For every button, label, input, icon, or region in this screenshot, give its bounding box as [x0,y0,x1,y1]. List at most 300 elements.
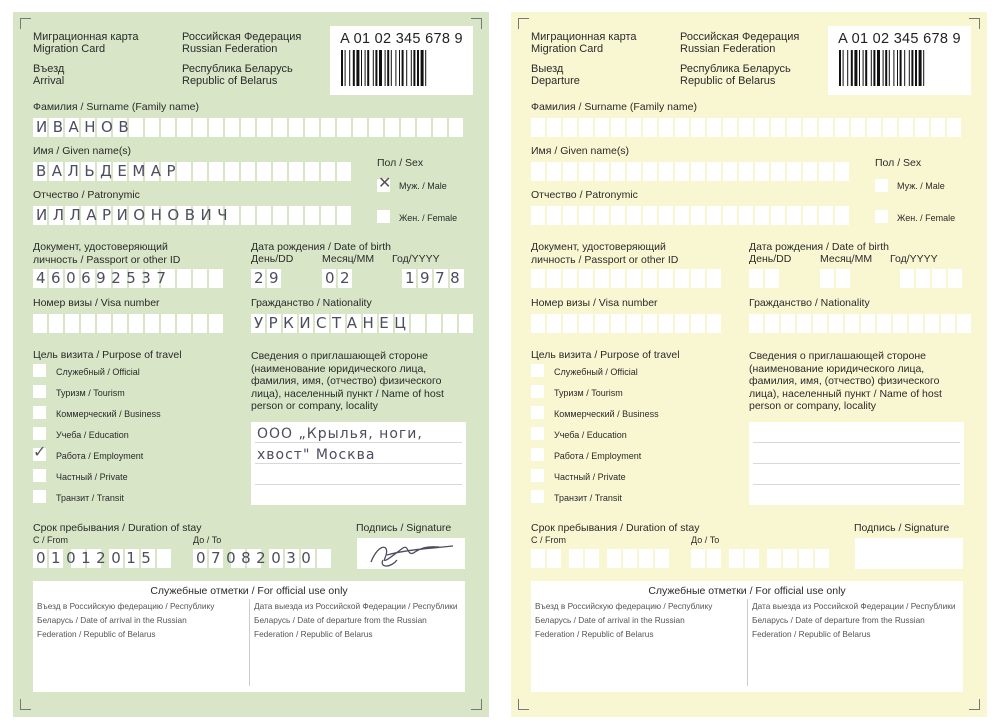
char-cell [691,206,705,225]
surname-label: Фамилия / Surname (Family name) [33,101,199,113]
char-cell [579,269,593,288]
char-cell [193,269,207,288]
char-cell [627,206,641,225]
char-cell [241,118,255,137]
official-departure-text: Дата выезда из Российской Федерации / Республики Беларусь / Date of departure from the Russian Federation / Republic of Belarus [752,601,956,639]
char-cell [723,118,737,137]
char-cell [563,314,577,333]
purpose-option-label: Коммерческий / Business [554,409,659,419]
citizenship-label: Гражданство / Nationality [251,297,372,309]
barcode-bar [361,50,362,86]
official-divider [747,599,748,686]
char-cell [675,206,689,225]
purpose-option-label: Частный / Private [56,472,128,482]
barcode-bar [406,50,407,86]
country-ru: Российская Федерация [680,31,800,43]
surname-field[interactable] [531,118,963,137]
arrival-card [13,12,489,717]
purpose-option-label: Частный / Private [554,472,626,482]
barcode-bar [865,50,867,86]
visa-field[interactable] [531,314,723,333]
char-cell [845,314,859,333]
char-cell [707,206,721,225]
handwritten-text: 07082030 [196,549,317,567]
handwritten-text: 460692537 [36,269,172,287]
barcode-bar [379,50,382,86]
barcode-bar [915,50,917,86]
purpose-option-label: Коммерческий / Business [56,409,161,419]
char-cell [765,269,779,288]
char-cell [739,206,753,225]
char-cell [623,549,637,568]
sex-label: Пол / Sex [377,157,424,169]
host-text-line2: хвост" Москва [257,447,376,463]
char-cell [783,549,797,568]
barcode-bar [893,50,894,86]
barcode-bar [417,50,419,86]
char-cell [799,549,813,568]
barcode-bar [395,50,396,86]
purpose-option-label: Туризм / Tourism [56,388,125,398]
char-cell [563,118,577,137]
dob-year-field[interactable] [402,269,466,288]
dob-day-field[interactable] [749,269,781,288]
stay-to-label: До / To [193,535,222,545]
barcode-bar [897,50,898,86]
char-cell [803,118,817,137]
char-cell [659,314,673,333]
char-cell [925,314,939,333]
purpose-checkbox[interactable] [531,427,544,440]
barcode-bar [356,50,359,86]
handwritten-text: 29 [254,269,285,287]
char-cell [803,206,817,225]
barcode-bar [883,50,884,86]
char-cell [916,269,930,288]
barcode-bar [923,50,924,86]
char-cell [289,162,303,181]
handwritten-text: ВАЛЬДЕМАР [36,162,182,180]
country2-en: Republic of Belarus [680,75,776,87]
char-cell [595,118,609,137]
crop-mark [20,699,31,710]
char-cell [947,118,961,137]
purpose-option-label: Учеба / Education [56,430,129,440]
char-cell [643,269,657,288]
barcode-bar [919,50,922,86]
host-label: Сведения о приглашающей стороне (наименование юридического лица, фамилия, имя, (отчество) физического лица), населенный пункт / Name of host person or company, locality [251,350,444,412]
char-cell [749,314,763,333]
char-cell [225,162,239,181]
barcode-bar [871,50,872,86]
char-cell [675,269,689,288]
char-cell [449,118,463,137]
char-cell [787,206,801,225]
barcode-bar [885,50,887,86]
signature-label: Подпись / Signature [356,522,452,534]
char-cell [321,162,335,181]
handwritten-text: ИЛЛАРИОНОВИЧ [36,206,233,224]
char-cell [861,314,875,333]
char-cell [932,269,946,288]
handwritten-text: УРКИСТАНЕЦ [254,314,412,332]
char-cell [909,314,923,333]
given-name-label: Имя / Given name(s) [33,145,132,157]
barcode-bar [839,50,841,86]
char-cell [643,118,657,137]
char-cell [209,314,223,333]
char-cell [755,206,769,225]
char-cell [225,118,239,137]
char-cell [607,549,621,568]
barcode-bar [847,50,848,86]
char-cell [411,314,425,333]
char-cell [33,314,47,333]
barcode [828,26,971,95]
purpose-checkbox[interactable] [33,442,47,461]
signature-field[interactable] [357,538,465,569]
char-cell [193,162,207,181]
official-arrival-text: Въезд в Российскую федерацию / Республику Беларусь / Date of arrival in the Russian Federation / Republic of Belarus [535,601,713,639]
char-cell [941,314,955,333]
char-cell [531,162,545,181]
char-cell [563,206,577,225]
char-cell [305,118,319,137]
char-cell [209,269,223,288]
signature-field[interactable] [855,538,963,569]
crop-mark [518,699,529,710]
char-cell [443,314,457,333]
char-cell [595,206,609,225]
surname-label: Фамилия / Surname (Family name) [531,101,697,113]
check-mark-icon: ✓ [33,442,47,461]
char-cell [829,314,843,333]
stay-label: Срок пребывания / Duration of stay [531,522,700,534]
purpose-checkbox[interactable] [531,385,544,398]
given-name-field[interactable] [33,162,353,181]
direction-en: Departure [531,75,580,87]
char-cell [771,162,785,181]
char-cell [707,162,721,181]
host-field[interactable] [749,422,964,505]
char-cell [787,118,801,137]
char-cell [691,118,705,137]
char-cell [627,118,641,137]
dob-year-field[interactable] [900,269,964,288]
char-cell [547,206,561,225]
char-cell [931,118,945,137]
citizenship-field[interactable] [749,314,973,333]
char-cell [353,118,367,137]
dob-month-label: Месяц/MM [820,253,873,265]
char-cell [161,314,175,333]
male-label: Муж. / Male [399,181,447,191]
dob-day-label: День/DD [251,253,294,265]
char-cell [767,549,781,568]
country2-en: Republic of Belarus [182,75,278,87]
citizenship-field[interactable] [251,314,475,333]
male-label: Муж. / Male [897,181,945,191]
char-cell [893,314,907,333]
purpose-option-label: Учеба / Education [554,430,627,440]
char-cell [177,269,191,288]
patronymic-label: Отчество / Patronymic [33,189,140,201]
char-cell [851,118,865,137]
stay-from-label: С / From [33,535,68,545]
barcode-bar [909,50,910,86]
char-cell [177,314,191,333]
char-cell [531,206,545,225]
char-cell [193,118,207,137]
char-cell [97,314,111,333]
host-label: Сведения о приглашающей стороне (наименование юридического лица, фамилия, имя, (отчество) физического лица), населенный пункт / Name of host person or company, locality [749,350,942,412]
host-ruled-line [255,484,462,485]
char-cell [883,118,897,137]
barcode [330,26,473,95]
char-cell [749,269,763,288]
official-use-box [33,581,465,692]
card-title-ru: Миграционная карта [33,31,139,43]
char-cell [273,206,287,225]
direction-ru: Въезд [33,63,65,75]
purpose-option-label: Служебный / Official [56,367,140,377]
char-cell [337,206,351,225]
char-cell [707,549,721,568]
char-cell [547,269,561,288]
dob-day-field[interactable] [251,269,283,288]
barcode-bar [349,50,350,86]
host-field[interactable] [251,422,466,505]
card-title-ru: Миграционная карта [531,31,637,43]
char-cell [765,314,779,333]
char-cell [781,314,795,333]
dob-label: Дата рождения / Date of birth [749,241,890,253]
char-cell [745,549,759,568]
char-cell [65,314,79,333]
dob-month-field[interactable] [322,269,354,288]
char-cell [643,206,657,225]
visa-label: Номер визы / Visa number [531,297,658,309]
country-ru: Российская Федерация [182,31,302,43]
male-checkbox[interactable] [377,173,392,192]
sex-label: Пол / Sex [875,157,922,169]
char-cell [257,118,271,137]
purpose-checkbox[interactable] [531,406,544,419]
dob-year-label: Год/YYYY [890,253,938,265]
stay-from-field[interactable] [531,549,671,568]
char-cell [145,314,159,333]
citizenship-label: Гражданство / Nationality [749,297,870,309]
char-cell [241,162,255,181]
barcode-bar [863,50,864,86]
purpose-checkbox[interactable] [531,448,544,461]
char-cell [755,118,769,137]
char-cell [675,162,689,181]
char-cell [337,162,351,181]
char-cell [867,118,881,137]
char-cell [161,118,175,137]
barcode-bar [387,50,389,86]
char-cell [797,314,811,333]
country2-ru: Республика Беларусь [680,63,791,75]
char-cell [241,206,255,225]
char-cell [579,118,593,137]
dob-label: Дата рождения / Date of birth [251,241,392,253]
char-cell [627,162,641,181]
char-cell [531,269,545,288]
barcode-bar [365,50,366,86]
purpose-checkbox[interactable] [33,406,46,419]
document-label: Документ, удостоверяющий личность / Passport or other ID [33,241,181,266]
patronymic-label: Отчество / Patronymic [531,189,638,201]
char-cell [691,549,705,568]
char-cell [193,314,207,333]
char-cell [595,162,609,181]
char-cell [129,314,143,333]
visa-field[interactable] [33,314,225,333]
char-cell [273,162,287,181]
barcode-bar [854,50,857,86]
crop-mark [20,18,31,29]
barcode-bar [413,50,415,86]
patronymic-field[interactable] [531,206,851,225]
char-cell [691,269,705,288]
char-cell [145,118,159,137]
purpose-option-label: Транзит / Transit [56,493,124,503]
signature-label: Подпись / Signature [854,522,950,534]
char-cell [385,118,399,137]
char-cell [707,118,721,137]
stay-to-field[interactable] [193,549,333,568]
char-cell [611,269,625,288]
char-cell [739,162,753,181]
purpose-option-label: Туризм / Tourism [554,388,623,398]
purpose-checkbox[interactable] [33,385,46,398]
char-cell [707,314,721,333]
purpose-option-label: Служебный / Official [554,367,638,377]
purpose-checkbox[interactable] [33,490,46,503]
char-cell [659,206,673,225]
purpose-checkbox[interactable] [531,490,544,503]
barcode-bar [889,50,890,86]
purpose-checkbox[interactable] [531,469,544,482]
purpose-label: Цель визита / Purpose of travel [531,349,680,361]
surname-field[interactable] [33,118,465,137]
char-cell [643,162,657,181]
char-cell [659,118,673,137]
char-cell [948,269,962,288]
barcode-icon [341,50,462,86]
char-cell [877,314,891,333]
purpose-checkbox[interactable] [33,469,46,482]
char-cell [659,162,673,181]
official-divider [249,599,250,686]
char-cell [627,269,641,288]
char-cell [595,269,609,288]
char-cell [655,549,669,568]
char-cell [707,269,721,288]
given-name-field[interactable] [531,162,851,181]
dob-month-field[interactable] [820,269,852,288]
stay-from-field[interactable] [33,549,173,568]
official-use-box [531,581,963,692]
char-cell [531,314,545,333]
barcode-number: A 01 02 345 678 9 [838,31,961,47]
dob-day-label: День/DD [749,253,792,265]
barcode-bar [904,50,905,86]
char-cell [739,118,753,137]
purpose-checkbox[interactable] [33,427,46,440]
document-field[interactable] [33,269,225,288]
female-checkbox[interactable] [875,210,888,223]
barcode-bar [425,50,426,86]
char-cell [289,206,303,225]
char-cell [289,118,303,137]
char-cell [819,206,833,225]
male-checkbox[interactable] [875,179,888,192]
char-cell [113,314,127,333]
char-cell [675,314,689,333]
char-cell [691,314,705,333]
barcode-bar [391,50,392,86]
barcode-bar [353,50,355,86]
female-checkbox[interactable] [377,210,390,223]
stay-to-field[interactable] [691,549,831,568]
patronymic-field[interactable] [33,206,353,225]
barcode-bar [843,50,844,86]
char-cell [585,549,599,568]
barcode-bar [402,50,404,86]
host-ruled-line [753,463,960,464]
char-cell [915,118,929,137]
official-title: Служебные отметки / For official use only [648,585,846,597]
char-cell [579,314,593,333]
char-cell [729,549,743,568]
document-field[interactable] [531,269,723,288]
host-ruled-line [753,484,960,485]
country-en: Russian Federation [182,43,278,55]
char-cell [177,118,191,137]
char-cell [305,162,319,181]
char-cell [369,118,383,137]
purpose-checkbox[interactable] [33,364,46,377]
stay-from-label: С / From [531,535,566,545]
barcode-number: A 01 02 345 678 9 [340,31,463,47]
char-cell [547,549,561,568]
char-cell [611,314,625,333]
char-cell [579,206,593,225]
char-cell [531,549,545,568]
purpose-checkbox[interactable] [531,364,544,377]
char-cell [819,118,833,137]
char-cell [836,269,850,288]
country-en: Russian Federation [680,43,776,55]
char-cell [813,314,827,333]
char-cell [595,314,609,333]
char-cell [273,118,287,137]
char-cell [579,162,593,181]
barcode-icon [839,50,960,86]
dob-year-label: Год/YYYY [392,253,440,265]
handwritten-text: ИВАНОВ [36,118,135,136]
char-cell [49,314,63,333]
char-cell [321,118,335,137]
char-cell [547,314,561,333]
char-cell [531,118,545,137]
char-cell [547,118,561,137]
handwritten-text: 02 [325,269,356,287]
char-cell [157,549,171,568]
